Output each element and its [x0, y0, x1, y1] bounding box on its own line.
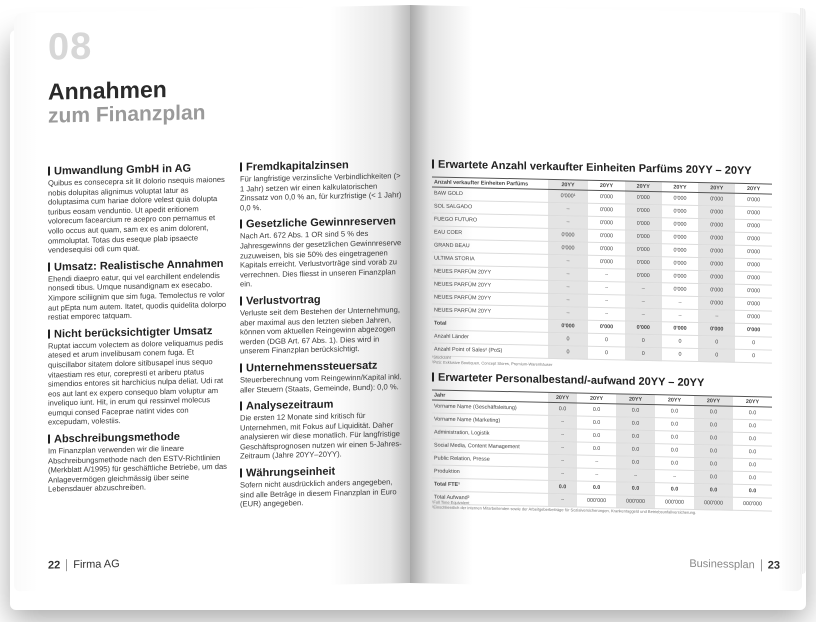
- table-cell: –: [548, 428, 577, 442]
- table-cell: 0'000: [735, 271, 772, 285]
- footnote: ²PoS: Exklusive Boutiquen, Concept Stores, Premium-Warenhäuser: [432, 359, 553, 367]
- table-cell: –: [548, 441, 577, 455]
- section-text: Ruptat iaccum volectem as dolore veliquamus pedis atesed et arum invelibusam conem fuga. Et quiscillabor sitatem dolore sitibusapel inus sequo vitaestiam res etur, corepresti et ariberu ptatus simendios entores sit harchicius nulpa deliat. Udi rat eos aut lant ex expero consequo blam voluptur am inveliquo iunt. Hit, in erum qui ressinvel molecus eumqui consed Facepraе natint vides con excepudam, volestiis.: [48, 337, 224, 428]
- table-cell: 0'000: [735, 323, 772, 337]
- table-cell: 0.0: [655, 405, 694, 419]
- section-heading: Abschreibungsmethode: [48, 430, 230, 446]
- table-cell: 0.0: [655, 431, 694, 445]
- table1-notes: [432, 354, 552, 367]
- footnote: ²Einschliesslich der internen Mitarbeitenden sowie der Arbeitgeberbeiträge für Sozialversicherungen, Krankentaggeld und Betriebsunfallversicherung.: [432, 504, 697, 515]
- section-heading: Währungseinheit: [240, 464, 402, 479]
- row-label: BAW GOLD: [432, 187, 548, 202]
- section-heading: Analysezeitraum: [240, 397, 402, 412]
- table-cell: 0'000: [588, 216, 625, 230]
- column-header: 20YY: [733, 396, 772, 407]
- row-label: EAU COER: [432, 226, 548, 241]
- column-header: 20YY: [588, 180, 625, 191]
- row-label: SOL SALGADO: [432, 200, 548, 215]
- table-cell: 0'000: [735, 258, 772, 272]
- table-cell: –: [588, 268, 625, 282]
- table-cell: 0.0: [548, 480, 577, 494]
- column-header: Anzahl verkaufter Einheiten Parfüms: [432, 177, 548, 189]
- section-text: Für langfristige verzinsliche Verbindlichkeiten (> 1 Jahr) setzen wir einen kalkulatorischen Zinssatz von 0,0 % an, für kurzfristige (< 1 Jahr) 0,0 %.: [240, 171, 402, 213]
- table-cell: 0'000: [625, 321, 662, 335]
- table-cell: –: [655, 470, 694, 484]
- section-text: Die ersten 12 Monate sind kritisch für Unternehmen, mit Fokus auf Liquidität. Daher analysieren wir diese monatlich. Für langfristige Geschäftsprognosen nutzen wir einen 5-Jahres-Zeitraum (Jahre 20YY–20YY).: [240, 411, 402, 462]
- text-column-b: [240, 158, 402, 509]
- table-cell: 0: [548, 345, 588, 359]
- page-number-right: 23: [767, 559, 780, 572]
- table-cell: –: [698, 310, 735, 324]
- table-cell: 000'000: [733, 497, 772, 511]
- table-cell: 0.0: [694, 444, 733, 458]
- table-cell: –: [577, 468, 616, 482]
- units-sold-table: [432, 176, 772, 363]
- table-cell: –: [588, 294, 625, 308]
- section-text: Steuerberechnung vom Reingewinn/Kapital inkl. aller Steuern (Staats, Gemeinde, Bund): 0,0 %.: [240, 372, 402, 395]
- table-cell: –: [548, 493, 577, 507]
- table-cell: 0'000: [588, 242, 625, 256]
- table-cell: 0'000: [735, 245, 772, 259]
- table-cell: 000'000: [577, 494, 616, 508]
- table-cell: –: [548, 454, 577, 468]
- table-cell: –: [548, 280, 588, 294]
- row-label: Administration, Logistik: [432, 426, 548, 441]
- page-number: 22: [48, 559, 67, 571]
- table-cell: 0'000: [735, 193, 772, 207]
- table-cell: 0.0: [733, 419, 772, 433]
- table-cell: 0: [698, 349, 735, 363]
- table-cell: 0'000: [625, 256, 662, 270]
- column-header: 20YY: [655, 395, 694, 406]
- column-header: 20YY: [548, 179, 588, 190]
- table-cell: –: [662, 296, 699, 310]
- table-cell: 0'000: [735, 206, 772, 220]
- table-cell: –: [548, 202, 588, 216]
- column-header: 20YY: [577, 393, 616, 404]
- table-cell: –: [548, 254, 588, 268]
- table-cell: 0.0: [733, 484, 772, 498]
- table-cell: 0'000: [662, 205, 699, 219]
- table-cell: –: [548, 467, 577, 481]
- table-cell: 0: [588, 333, 625, 347]
- table-cell: –: [548, 293, 588, 307]
- table-cell: 0'000: [662, 244, 699, 258]
- table-cell: 0'000: [588, 203, 625, 217]
- table-cell: 0.0: [655, 444, 694, 458]
- footer-left: [48, 558, 120, 572]
- chapter-number: 08: [48, 25, 93, 69]
- row-label: ULTIMA STORIA: [432, 252, 548, 267]
- section-text: Nach Art. 672 Abs. 1 OR sind 5 % des Jahresgewinns der gesetzlichen Gewinnreserve zuzuweisen, bis sie 50% des eingetragenen Kapitals erreicht. Verlustvorträge sind vorab zu verrechnen. Dies fliesst in unseren Finanzplan ein.: [240, 229, 402, 289]
- table-cell: 0: [698, 336, 735, 350]
- table-cell: 0'000: [698, 245, 735, 259]
- table-cell: 0.0: [733, 432, 772, 446]
- table-cell: 0'000: [662, 257, 699, 271]
- table-cell: 0.0: [694, 470, 733, 484]
- section-heading: Nicht berücksichtigter Umsatz: [48, 324, 230, 340]
- table-cell: 0'000: [698, 258, 735, 272]
- footer-right: [689, 558, 780, 572]
- column-header: 20YY: [694, 395, 733, 406]
- table-cell: –: [625, 295, 662, 309]
- table-cell: 0.0: [577, 481, 616, 495]
- section-text: Ehendi diaepro eatur, qui vel earchillent endelendis nonsedi tibus. Umque nusandignam ex esecabo. Ximpore sciliignim que sim fuga. Temolectus re volor aut pEpta num autem. Itatet, quodis quidelita dolorpo restiat emporec tatquam.: [48, 270, 227, 322]
- table-cell: 0.0: [733, 458, 772, 472]
- table-cell: 0: [662, 348, 699, 362]
- row-label: Produktion: [432, 465, 548, 480]
- table-cell: 0'000: [698, 284, 735, 298]
- table-cell: 0'000: [698, 232, 735, 246]
- row-label: FUEGO FUTURO: [432, 213, 548, 228]
- row-label: Public Relation, Presse: [432, 452, 548, 467]
- personnel-table: [432, 389, 772, 511]
- table-cell: 0.0: [694, 405, 733, 419]
- table-cell: 0'000: [625, 204, 662, 218]
- table-cell: 0'000: [588, 320, 625, 334]
- table-cell: 0'000: [735, 310, 772, 324]
- page-subtitle: zum Finanzplan: [48, 101, 206, 128]
- table-cell: 0'000: [588, 229, 625, 243]
- section-heading: Umsatz: Realistische Annahmen: [48, 258, 230, 274]
- row-label: Anzahl Point of Sales² (PoS): [432, 343, 548, 358]
- table-cell: 0.0: [616, 443, 655, 457]
- table-cell: –: [662, 309, 699, 323]
- table-cell: –: [548, 267, 588, 281]
- table-cell: 0.0: [548, 402, 577, 416]
- left-page: [14, 5, 410, 591]
- document-label: Businessplan: [689, 558, 761, 572]
- column-header: 20YY: [548, 392, 577, 403]
- section-heading: Gesetzliche Gewinnreserven: [240, 216, 402, 231]
- table-cell: 0'000: [735, 284, 772, 298]
- table-cell: 0'000: [662, 218, 699, 232]
- column-header: 20YY: [698, 183, 735, 194]
- table-cell: 0'000: [735, 297, 772, 311]
- section-text: Verluste seit dem Bestehen der Unternehmung, aber maximal aus den letzten sieben Jahren, können vom aktuellen Reingewinn abgezogen werden (DGB Art. 67 Abs. 1). Dies wird in unserem Finanzplan berücksichtigt.: [240, 305, 400, 356]
- table-cell: –: [548, 306, 588, 320]
- table-cell: 0'000: [735, 232, 772, 246]
- row-label: GRAND BEAU: [432, 239, 548, 254]
- table-cell: –: [548, 415, 577, 429]
- table-cell: 000'000: [694, 496, 733, 510]
- table-cell: 0.0: [577, 416, 616, 430]
- table-cell: 0'000: [662, 192, 699, 206]
- table-cell: 0.0: [655, 418, 694, 432]
- table-cell: 0.0: [616, 482, 655, 496]
- footnote: ¹Full Time Equivalent: [432, 499, 470, 506]
- table-cell: –: [625, 308, 662, 322]
- table-cell: 0: [735, 336, 772, 350]
- table-cell: 0.0: [733, 471, 772, 485]
- table-cell: –: [625, 282, 662, 296]
- footnote: ¹Stückzahl: [432, 354, 451, 360]
- table-cell: 0: [625, 334, 662, 348]
- table1-title: Erwartete Anzahl verkaufter Einheiten Parfüms 20YY – 20YY: [432, 158, 752, 177]
- table-cell: 0.0: [655, 483, 694, 497]
- row-label: Total Aufwand²: [432, 491, 548, 506]
- section-text: Sofern nicht ausdrücklich anders angegeben, sind alle Beträge in diesem Finanzplan in Euro (EUR) angegeben.: [240, 477, 397, 509]
- section-heading: Umwandlung GmbH in AG: [48, 162, 230, 178]
- section-heading: Verlustvortrag: [240, 292, 402, 307]
- table-cell: 0'000: [588, 255, 625, 269]
- table-cell: 0.0: [733, 445, 772, 459]
- row-label: Vorname Name (Marketing): [432, 413, 548, 428]
- table-cell: 0'000: [698, 206, 735, 220]
- table-cell: 0: [625, 347, 662, 361]
- table-cell: 0'000: [625, 217, 662, 231]
- table-cell: 0.0: [577, 442, 616, 456]
- section-heading: Unternehmenssteuersatz: [240, 359, 402, 374]
- table-cell: 0.0: [694, 483, 733, 497]
- table-cell: 0'000: [698, 323, 735, 337]
- table-cell: 000'000: [616, 495, 655, 509]
- row-label: Total: [432, 317, 548, 332]
- table-cell: 0: [588, 346, 625, 360]
- table-cell: –: [548, 215, 588, 229]
- table-cell: 0.0: [577, 429, 616, 443]
- right-page: [410, 5, 802, 591]
- table-cell: 0'000: [625, 191, 662, 205]
- table-cell: 0'000: [698, 271, 735, 285]
- row-label: NEUES PARFÜM 20YY: [432, 304, 548, 319]
- table-cell: 000'000: [655, 496, 694, 510]
- table-cell: 0'000: [625, 230, 662, 244]
- table-cell: –: [588, 281, 625, 295]
- table-cell: 0.0: [694, 418, 733, 432]
- section-text: Im Finanzplan verwenden wir die lineare Abschreibungsmethode nach den ESTV-Richtlinien (Merkblatt A/1995) für geschäftliche Betriebe, um das Anlagevermögen gleichmässig über seine Lebensdauer abzuschreiben.: [48, 443, 227, 495]
- row-label: Anzahl Länder: [432, 330, 548, 345]
- row-label: Total FTE¹: [432, 478, 548, 493]
- page-stack-edge: [800, 8, 806, 574]
- table-cell: 0.0: [655, 457, 694, 471]
- section-heading: Fremdkapitalzinsen: [240, 158, 402, 173]
- row-label: NEUES PARFÜM 20YY: [432, 265, 548, 280]
- table-cell: 0'000: [735, 219, 772, 233]
- table-cell: 0: [662, 335, 699, 349]
- table-cell: –: [588, 307, 625, 321]
- table-cell: 0.0: [616, 456, 655, 470]
- table-cell: 0'000: [548, 228, 588, 242]
- table-cell: –: [616, 469, 655, 483]
- row-label: Social Media, Content Management: [432, 439, 548, 454]
- table-cell: 0.0: [694, 431, 733, 445]
- table-cell: 0'000: [548, 319, 588, 333]
- column-header: 20YY: [616, 394, 655, 405]
- row-label: Vorname Name (Geschäftsleitung): [432, 400, 548, 415]
- table-cell: 0.0: [577, 403, 616, 417]
- row-label: NEUES PARFÜM 20YY: [432, 291, 548, 306]
- company-name: Firma AG: [73, 558, 120, 572]
- table-cell: 0.0: [694, 457, 733, 471]
- column-header: Jahr: [432, 390, 548, 402]
- table-cell: 0'000: [588, 190, 625, 204]
- table-cell: –: [577, 455, 616, 469]
- table-cell: 0: [735, 349, 772, 363]
- column-header: 20YY: [735, 183, 772, 194]
- table-cell: 0'000: [625, 269, 662, 283]
- table-cell: 0'000: [662, 322, 699, 336]
- table-cell: 0.0: [616, 430, 655, 444]
- column-header: 20YY: [662, 182, 699, 193]
- table-cell: 0'000: [662, 231, 699, 245]
- section-text: Quibus es consecepra sit lit dolorio nsequis maiones nobis dolupitas alignimus voluptat latur as doluptasima cum hariae dolore velest quia dolupta turibus eosam venduntio. Ut apedit eritionem volorecum facearcium re acepro con pernamus et vollo occus aut quam, sam ex es anim dolorent, ommoluptat. Totas dus eseque plab ipsaecte vendesequisi odi cum quat.: [48, 174, 225, 255]
- table-cell: 0.0: [616, 404, 655, 418]
- page-title: Annahmen: [48, 76, 167, 105]
- table-cell: 0'000: [662, 270, 699, 284]
- table-cell: 0'000: [662, 283, 699, 297]
- table-cell: 0: [548, 332, 588, 346]
- table-cell: 0'000: [698, 193, 735, 207]
- table-cell: 0'000: [698, 297, 735, 311]
- text-column-a: [48, 162, 230, 495]
- table-cell: 0'000: [698, 219, 735, 233]
- table-cell: 0'000: [548, 241, 588, 255]
- table-cell: 0.0: [616, 417, 655, 431]
- table-cell: 0'000¹: [548, 189, 588, 203]
- table2-title: Erwarteter Personalbestand/-aufwand 20YY – 20YY: [432, 371, 704, 389]
- row-label: NEUES PARFÜM 20YY: [432, 278, 548, 293]
- table-cell: 0.0: [733, 406, 772, 420]
- table-cell: 0'000: [625, 243, 662, 257]
- column-header: 20YY: [625, 181, 662, 192]
